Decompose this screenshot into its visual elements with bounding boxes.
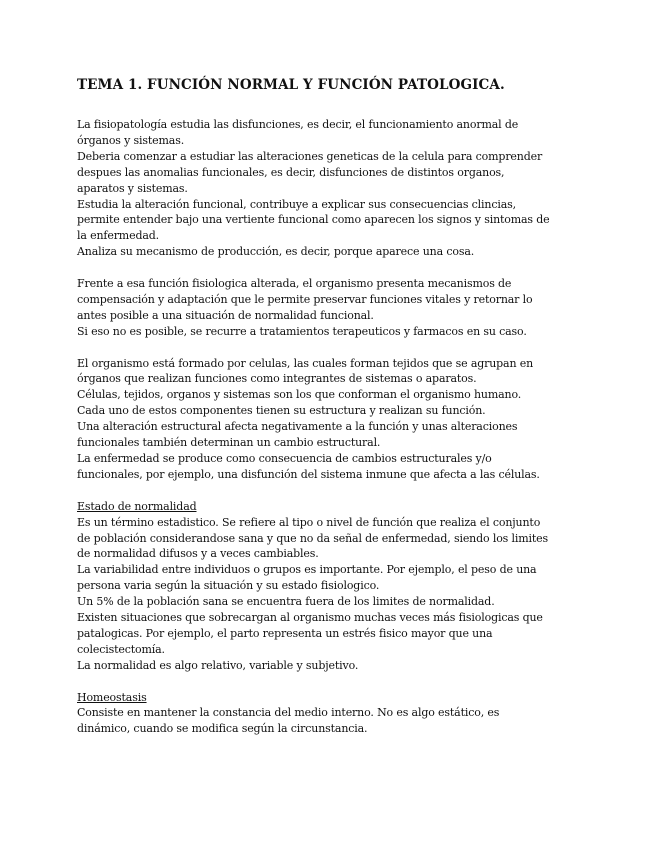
text-line: La fisiopatología estudia las disfunciones, es decir, el funcionamiento anormal de [77,118,519,131]
text-line: permite entender bajo una vertiente funcional como aparecen los signos y sintomas de [77,213,550,227]
paragraph [77,117,602,260]
text-line: funcionales también determinan un cambio estructural. [77,436,381,450]
text-line: Existen situaciones que sobrecargan al organismo muchas veces más fisiologicas que [77,611,543,625]
text-line: Estudia la alteración funcional, contribuye a explicar sus consecuencias clincias, [77,197,516,211]
text-line: funcionales, por ejemplo, una disfunción del sistema inmune que afecta a las células. [77,467,540,481]
paragraph [77,499,602,674]
text-line: antes posible a una situación de normalidad funcional. [77,308,374,322]
text-line: Si eso no es posible, se recurre a tratamientos terapeuticos y farmacos en su caso. [77,324,527,338]
text-line: órganos y sistemas. [77,133,185,147]
paragraph [77,690,602,738]
text-line: Células, tejidos, organos y sistemas son los que conforman el organismo humano. [77,388,522,402]
section-heading: Homeostasis [77,690,147,704]
text-line: El organismo está formado por celulas, las cuales forman tejidos que se agrupan en [77,356,534,370]
text-line: Consiste en mantener la constancia del medio interno. No es algo estático, es [77,706,500,720]
text-line: compensación y adaptación que le permite preservar funciones vitales y retornar lo [77,292,533,306]
text-line: despues las anomalias funcionales, es decir, disfunciones de distintos organos, [77,165,505,179]
document-title: TEMA 1. FUNCIÓN NORMAL Y FUNCIÓN PATOLOGICA. [77,77,505,93]
text-line: patalogicas. Por ejemplo, el parto representa un estrés fisico mayor que una [77,626,493,640]
paragraph [77,356,602,483]
text-line: Frente a esa función fisiologica alterada, el organismo presenta mecanismos de [77,277,512,291]
text-line: persona varia según la situación y su estado fisiologico. [77,579,380,593]
text-line: Un 5% de la población sana se encuentra fuera de los limites de normalidad. [77,595,495,609]
text-line: aparatos y sistemas. [77,181,188,195]
text-line: Una alteración estructural afecta negativamente a la función y unas alteraciones [77,420,518,434]
text-line: La normalidad es algo relativo, variable y subjetivo. [77,658,359,672]
text-line: Deberia comenzar a estudiar las alteraciones geneticas de la celula para comprender [77,149,543,163]
text-line: la enfermedad. [77,229,159,243]
text-line: de población considerandose sana y que no da señal de enfermedad, siendo los limites [77,531,549,545]
section-heading: Estado de normalidad [77,499,197,513]
text-line: Cada uno de estos componentes tienen su estructura y realizan su función. [77,404,486,418]
text-line: La variabilidad entre individuos o grupos es importante. Por ejemplo, el peso de una [77,563,537,577]
text-line: Analiza su mecanismo de producción, es decir, porque aparece una cosa. [77,245,475,259]
text-line: Es un término estadistico. Se refiere al tipo o nivel de función que realiza el conjunto [77,515,541,529]
text-line: colecistectomía. [77,642,165,656]
document-body [77,117,602,753]
text-line: La enfermedad se produce como consecuencia de cambios estructurales y/o [77,452,492,465]
paragraph [77,276,602,340]
text-line: dinámico, cuando se modifica según la circunstancia. [77,722,368,736]
text-line: de normalidad difusos y a veces cambiables. [77,547,319,561]
text-line: órganos que realizan funciones como integrantes de sistemas o aparatos. [77,372,477,386]
